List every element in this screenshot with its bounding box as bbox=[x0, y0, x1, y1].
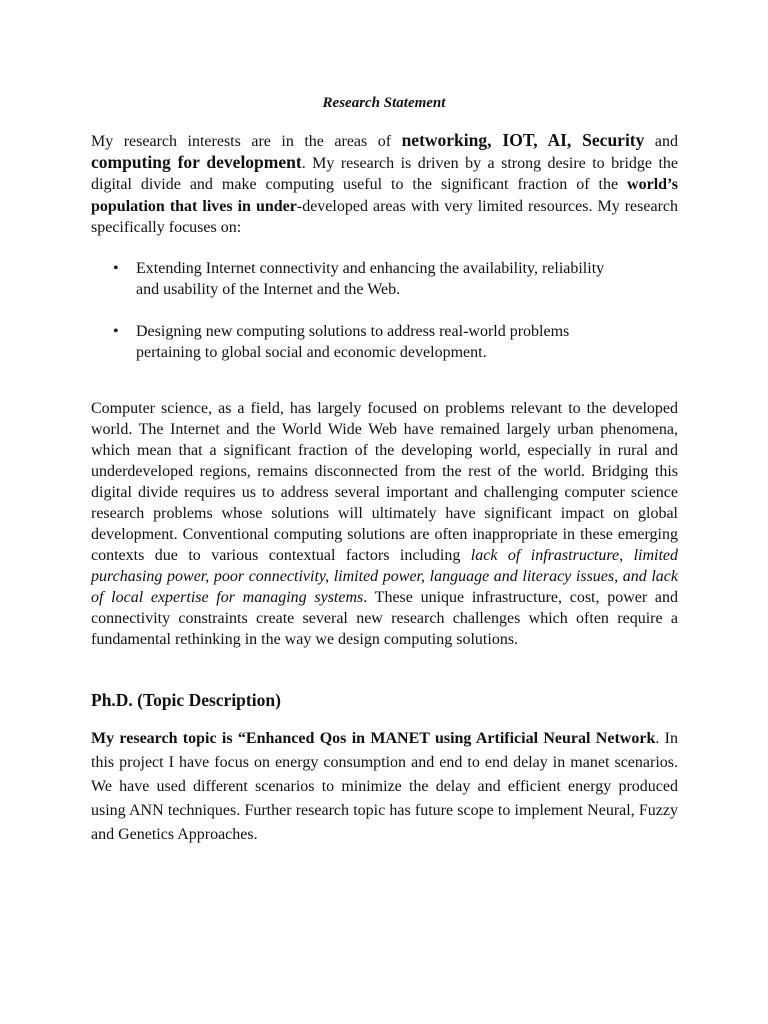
intro-text-4: -developed areas with very limited resources. My research specifically focuses on: bbox=[91, 197, 679, 236]
intro-keywords-2: computing for development bbox=[91, 152, 302, 173]
intro-text-2: and bbox=[644, 133, 678, 150]
list-item-line-2: and usability of the Internet and the Web. bbox=[136, 281, 401, 298]
list-item-text bbox=[136, 258, 681, 300]
list-item-line-2: pertaining to global social and economic development. bbox=[136, 344, 487, 361]
body-text-2: . These unique infrastructure, cost, power and connectivity constraints create several new research challenges which often require a fundamental rethinking in the way we design computing solutions. bbox=[91, 589, 678, 648]
list-item-line-1: Designing new computing solutions to address real-world problems bbox=[136, 323, 570, 340]
document-title: Research Statement bbox=[322, 95, 446, 111]
intro-keywords-1: networking, IOT, AI, Security bbox=[401, 130, 645, 150]
list-item-text bbox=[136, 321, 681, 363]
intro-text-3: . My research is driven by a strong desire to bridge the digital divide and make computing useful to the significant fraction of the bbox=[91, 155, 679, 194]
intro-keywords-3: world’s population that lives in under bbox=[91, 176, 678, 215]
topic-paragraph bbox=[91, 727, 678, 847]
body-text-1: Computer science, as a field, has largely focused on problems relevant to the developed world. The Internet and the World Wide Web have remained largely urban phenomena, which mean that a significant fraction of the developing world, especially in rural and underdeveloped regions, remains disconnected from the rest of the world. Bridging this digital divide requires us to address several important and challenging computer science research problems whose solutions will ultimately have significant impact on global development. Conventional computing solutions are often inappropriate in these emerging contexts due to various contextual factors including bbox=[91, 400, 678, 564]
list-item-line-1: Extending Internet connectivity and enhancing the availability, reliability bbox=[136, 260, 605, 277]
intro-paragraph bbox=[91, 130, 678, 238]
bullet-marker: • bbox=[113, 323, 119, 340]
topic-text: . In this project I have focus on energy consumption and end to end delay in manet scenarios. We have used different scenarios to minimize the delay and efficient energy produced using ANN techniques. Further research topic has future scope to implement Neural, Fuzzy and Genetics Approaches. bbox=[91, 730, 678, 843]
phd-heading: Ph.D. (Topic Description) bbox=[91, 690, 281, 710]
body-paragraph bbox=[91, 398, 678, 650]
intro-text-1: My research interests are in the areas of bbox=[91, 133, 402, 150]
topic-lead: My research topic is “Enhanced Qos in MANET using Artificial Neural Network bbox=[91, 730, 656, 747]
body-italic-factors: lack of infrastructure, limited purchasing power, poor connectivity, limited power, language and literacy issues, and lack of local expertise for managing systems bbox=[91, 547, 679, 606]
bullet-marker: • bbox=[113, 260, 119, 277]
